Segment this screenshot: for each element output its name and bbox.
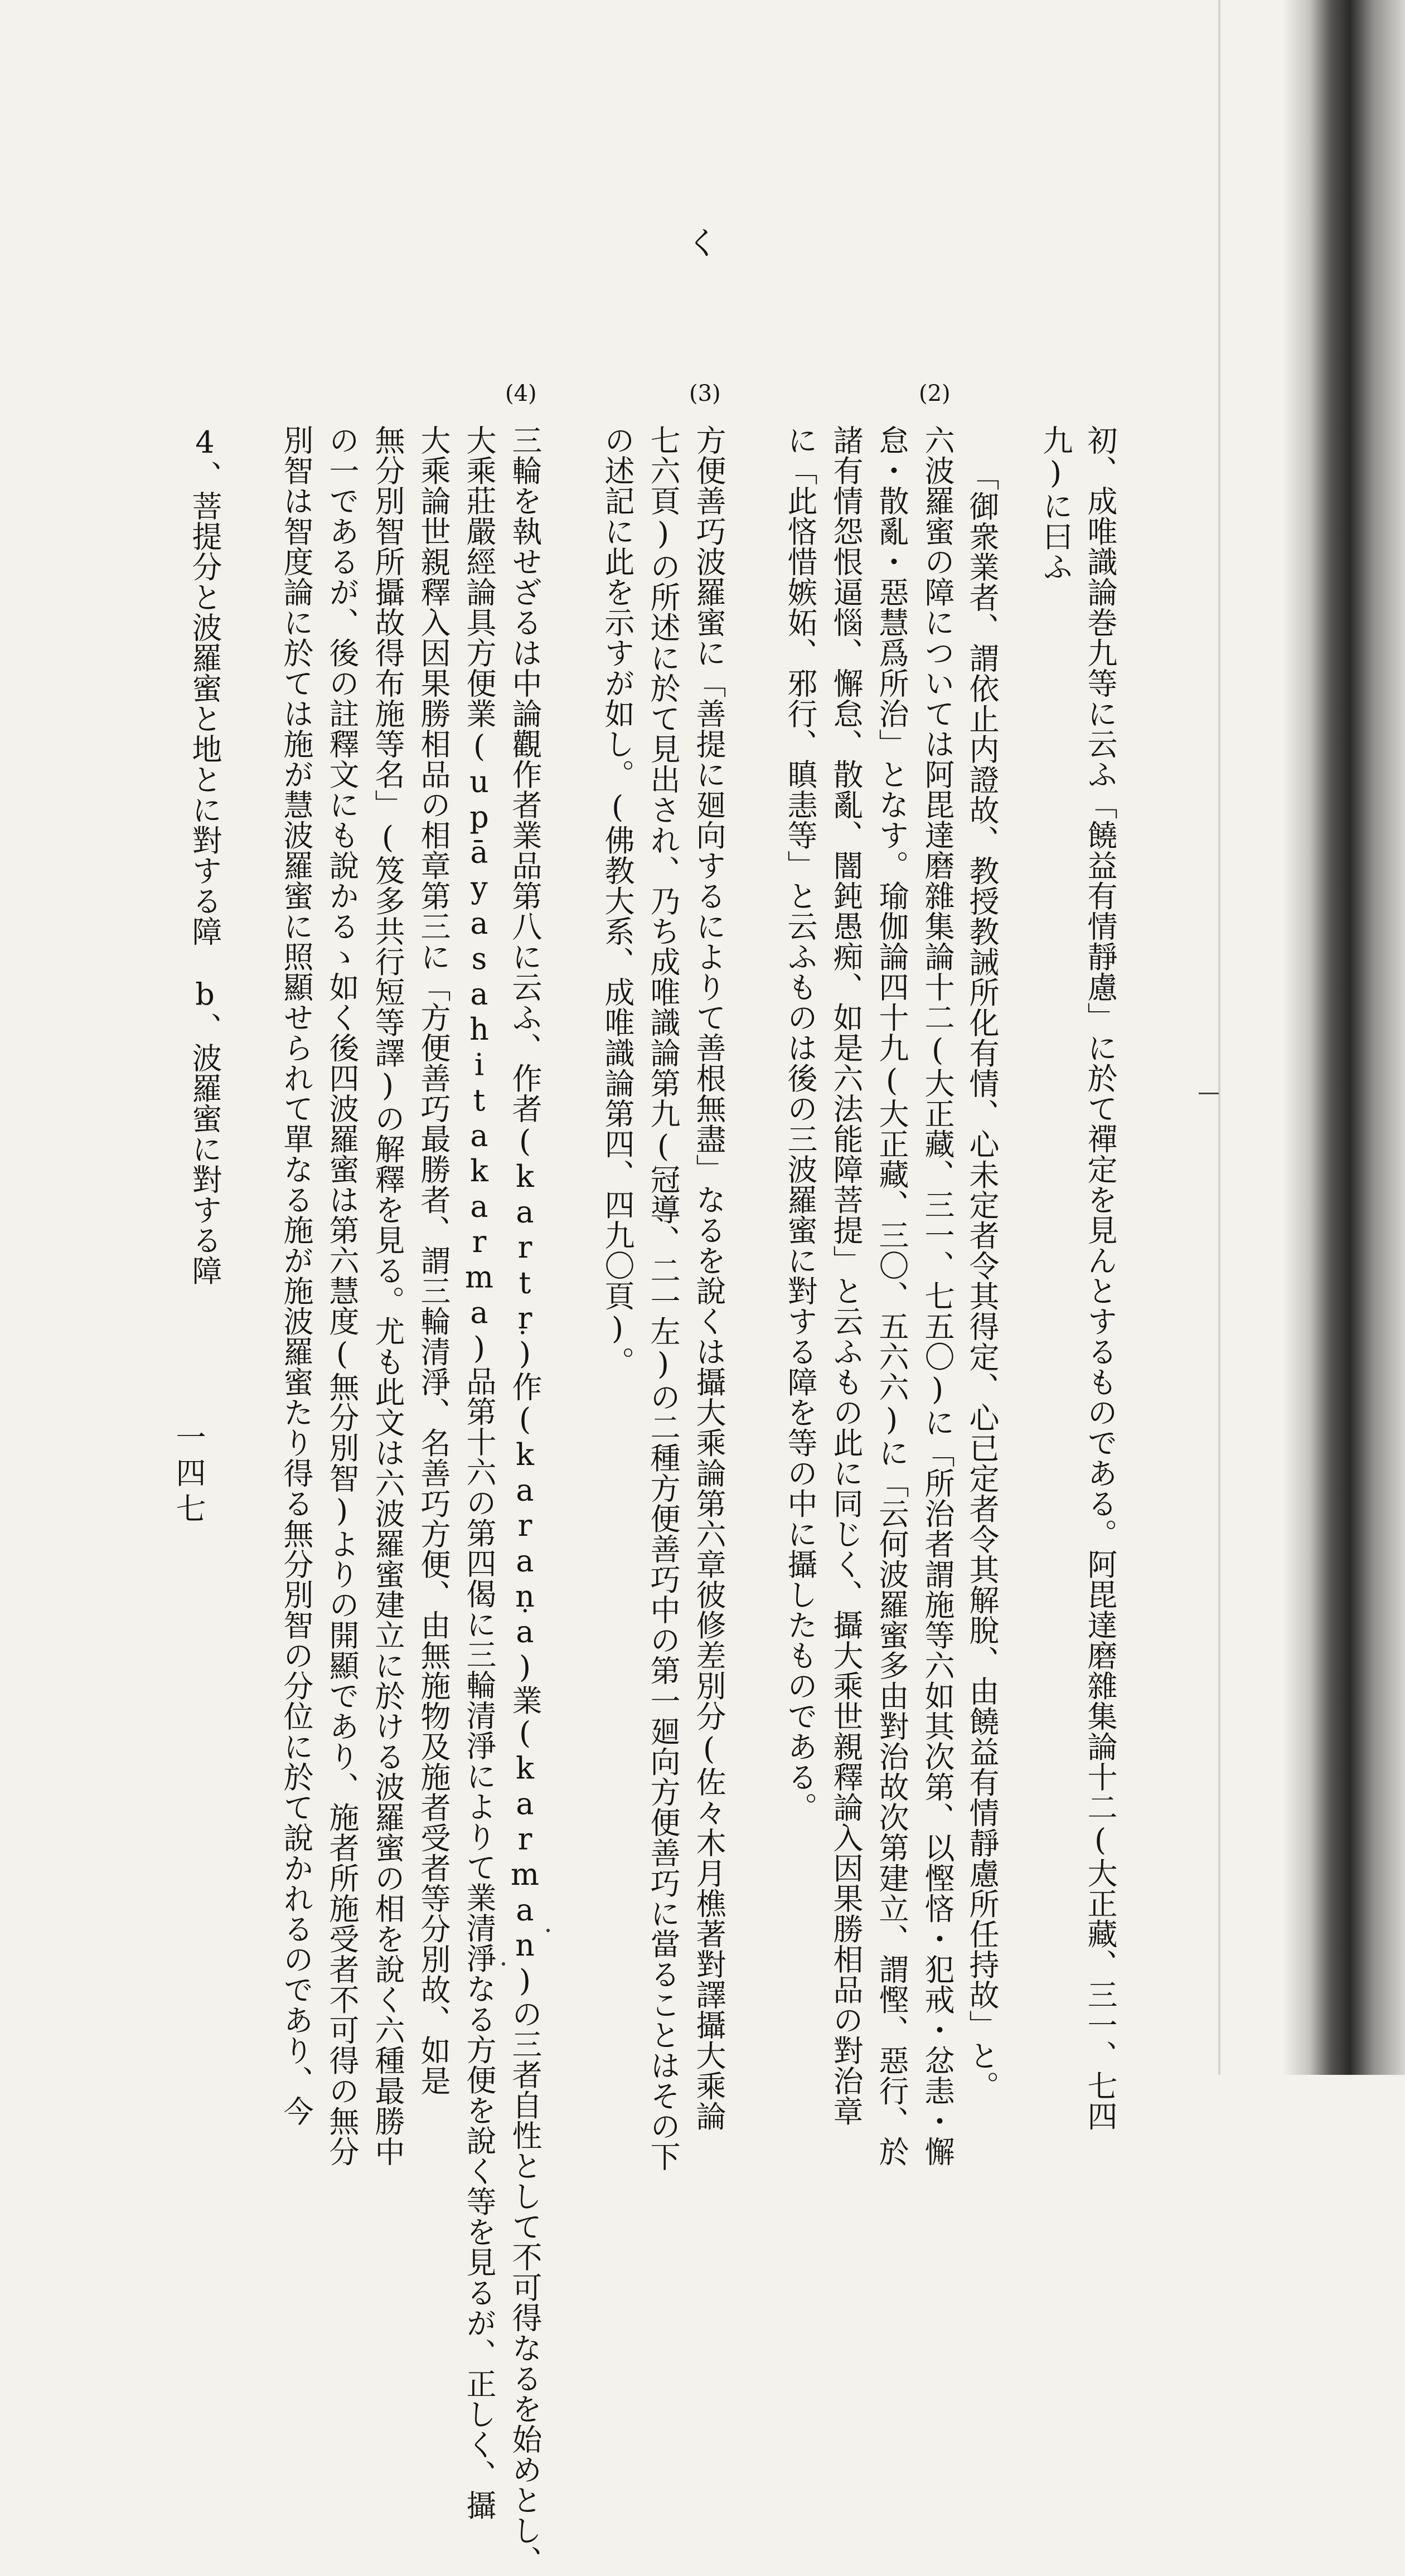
page-number: 一四七 (171, 1422, 206, 1529)
note-marker-4: (4) (505, 381, 537, 406)
scan-speck (546, 1929, 550, 1932)
text-column-9: 七六頁)の所述に於て見出され、乃ち成唯識論第九(冠導、二一左)の二種方便善巧中の第一廻向方便善巧に當ることはその下 (646, 425, 681, 2172)
note-marker-3: (3) (689, 381, 721, 406)
text-column-6: 諸有情怨恨逼惱、懈怠、散亂、闇鈍愚痴、如是六法能障菩提」と云ふもの此に同じく、攝大乘世親釋論入因果勝相品の對治章 (829, 425, 864, 2126)
page-edge-shadow (1218, 0, 1221, 2075)
top-mark: く (687, 226, 718, 262)
text-column-7: に「此悋惜嫉妬、邪行、瞋恚等」と云ふものは後の三波羅蜜に對する障を等の中に攝したものである。 (783, 425, 818, 1822)
binding-shadow (1282, 0, 1405, 2075)
text-column-10: の述記に此を示すが如し。(佛教大系、成唯識論第四、四九〇頁)。 (600, 425, 635, 1377)
text-column-15: の一であるが、後の註釋文にも說かるゝ如く後四波羅蜜は第六慧度(無分別智)よりの開顯であり、施者所施受者不可得の無分 (324, 425, 360, 2167)
text-column-8: 方便善巧波羅蜜に「善提に廻向するによりて善根無盡」なるを說くは攝大乘論第六章彼修差別分(佐々木月樵著對譯攝大乘論 (691, 425, 726, 2131)
text-column-3: 「御衆業者、謂依止内證故、教授教誡所化有情、心未定者令其得定、心已定者令其解脫、由饒益有情靜慮所任持故」と。 (965, 460, 1000, 2101)
note-marker-2: (2) (919, 381, 951, 406)
text-column-14: 無分別智所攝故得布施等名」(笈多共行短等譯)の解釋を見る。尤も此文は六波羅蜜建立に於ける波羅蜜の相を說く六種最勝中 (370, 425, 405, 2167)
text-column-1: 初、成唯識論巻九等に云ふ「饒益有情靜慮」に於て禪定を見んとするものである。阿毘達磨雜集論十二(大正藏、三一、七四 (1083, 425, 1118, 2131)
text-column-16: 別智は智度論に於ては施が慧波羅蜜に照顯せられて單なる施が施波羅蜜たり得る無分別智の分位に於て說かれるのであり、今 (279, 425, 314, 2126)
text-column-4: 六波羅蜜の障については阿毘達磨雜集論十二(大正藏、三一、七五〇)に「所治者謂施等六如其次第、以慳悋・犯戒・忿恚・懈 (920, 425, 955, 2167)
section-heading-column: 4、菩提分と波羅蜜と地とに對する障 b、波羅蜜に對する障 (187, 425, 222, 1285)
scan-speck (502, 1962, 505, 1966)
text-column-13: 大乘論世親釋入因果勝相品の相章第三に「方便善巧最勝者、謂三輪清淨、名善巧方便、由無施物及施者受者等分別故、如是 (416, 425, 451, 2096)
text-column-12: 大乘莊嚴經論具方便業(upāyasahitakarma)品第十六の第四偈に三輪清淨によりて業清淨なる方便を說く等を見るが、正しく、攝 (462, 425, 497, 2520)
text-column-5: 怠・散亂・惡慧爲所治」となす。瑜伽論四十九(大正藏、三〇、五六六)に「云何波羅蜜多由對治故次第建立、謂慳、惡行、於 (874, 425, 909, 2167)
text-column-11: 三輪を執せざるは中論觀作者業品第八に云ふ、作者(kartṛ)作(karaṇa)業(karman)の三者自性として不可得なるを始めとし、 (507, 425, 542, 2576)
text-column-2: 九)に曰ふ (1038, 425, 1073, 582)
scan-speck (1199, 1093, 1219, 1094)
